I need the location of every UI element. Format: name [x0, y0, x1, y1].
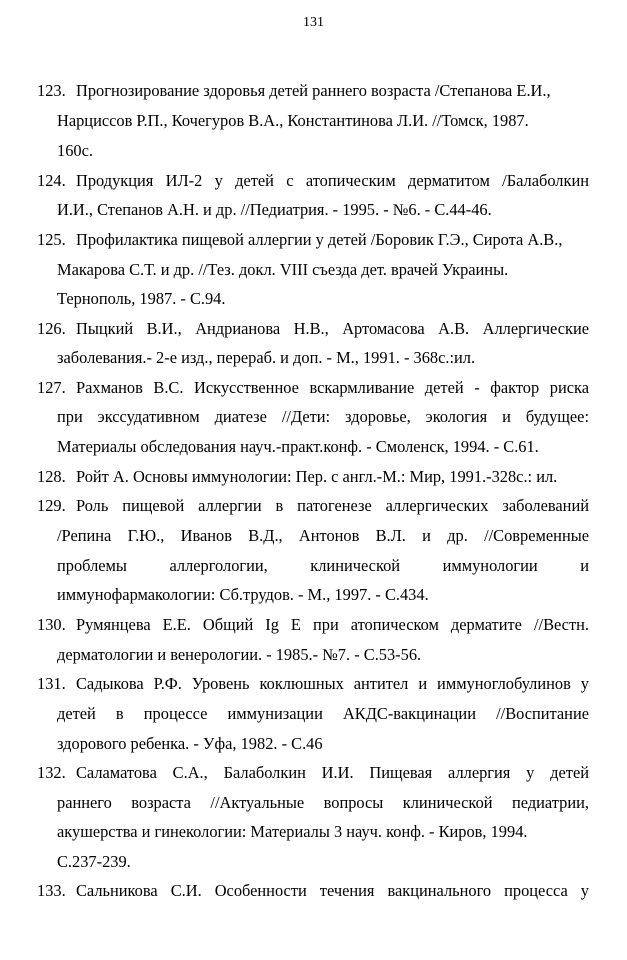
page-number: 131: [303, 15, 324, 30]
reference-text-line: Нарциссов Р.П., Кочегуров В.А., Константинова Л.И. //Томск, 1987.: [57, 111, 529, 130]
reference-text-line: Рахманов В.С. Искусственное вскармливание детей - фактор риска: [76, 378, 589, 397]
reference-number: 129.: [37, 496, 66, 515]
reference-number: 128.: [37, 467, 66, 486]
reference-number: 125.: [37, 230, 66, 249]
reference-text-line: здорового ребенка. - Уфа, 1982. - С.46: [57, 734, 323, 753]
reference-text-line: Роль пищевой аллергии в патогенезе аллергических заболеваний: [76, 496, 589, 515]
reference-text-line: Продукция ИЛ-2 у детей с атопическим дерматитом /Балаболкин: [76, 171, 589, 190]
reference-number: 130.: [37, 615, 66, 634]
reference-number: 127.: [37, 378, 66, 397]
reference-text-line: Профилактика пищевой аллергии у детей /Боровик Г.Э., Сирота А.В.,: [76, 230, 563, 249]
reference-text-line: Тернополь, 1987. - С.94.: [57, 289, 226, 308]
reference-text-line: заболевания.- 2-е изд., перераб. и доп. - М., 1991. - 368с.:ил.: [57, 348, 476, 367]
reference-number: 131.: [37, 674, 66, 693]
reference-text-line: /Репина Г.Ю., Иванов В.Д., Антонов В.Л. и др. //Современные: [57, 526, 589, 545]
reference-text-line: Материалы обследования науч.-практ.конф. - Смоленск, 1994. - С.61.: [57, 437, 539, 456]
reference-text-line: Макарова С.Т. и др. //Тез. докл. VIII съезда дет. врачей Украины.: [57, 260, 509, 279]
reference-text-line: Сальникова С.И. Особенности течения вакцинального процесса у: [76, 881, 589, 900]
reference-text-line: при экссудативном диатезе //Дети: здоровье, экология и будущее:: [57, 407, 589, 426]
reference-text-line: Садыкова Р.Ф. Уровень коклюшных антител и иммуноглобулинов у: [76, 674, 589, 693]
reference-text-line: проблемы аллергологии, клинической иммунологии и: [57, 556, 589, 575]
reference-text-line: С.237-239.: [57, 852, 131, 871]
reference-number: 126.: [37, 319, 66, 338]
reference-text-line: раннего возраста //Актуальные вопросы клинической педиатрии,: [57, 793, 589, 812]
reference-text-line: Прогнозирование здоровья детей раннего возраста /Степанова Е.И.,: [76, 81, 551, 100]
reference-text-line: акушерства и гинекологии: Материалы 3 науч. конф. - Киров, 1994.: [57, 822, 528, 841]
reference-text-line: иммунофармакологии: Сб.трудов. - М., 1997. - С.434.: [57, 585, 429, 604]
reference-text-line: Саламатова С.А., Балаболкин И.И. Пищевая аллергия у детей: [76, 763, 589, 782]
reference-number: 132.: [37, 763, 66, 782]
reference-number: 124.: [37, 171, 66, 190]
reference-number: 123.: [37, 81, 66, 100]
reference-text-line: Ройт А. Основы иммунологии: Пер. с англ.-М.: Мир, 1991.-328с.: ил.: [76, 467, 558, 486]
reference-text-line: детей в процессе иммунизации АКДС-вакцинации //Воспитание: [57, 704, 589, 723]
reference-text-line: 160с.: [57, 141, 93, 160]
reference-text-line: дерматологии и венерологии. - 1985.- №7. - С.53-56.: [57, 645, 422, 664]
reference-text-line: И.И., Степанов А.Н. и др. //Педиатрия. - 1995. - №6. - С.44-46.: [57, 200, 492, 219]
reference-text-line: Пыцкий В.И., Андрианова Н.В., Артомасова А.В. Аллергические: [76, 319, 589, 338]
reference-number: 133.: [37, 881, 66, 900]
reference-text-line: Румянцева Е.Е. Общий Ig E при атопическом дерматите //Вестн.: [76, 615, 589, 634]
